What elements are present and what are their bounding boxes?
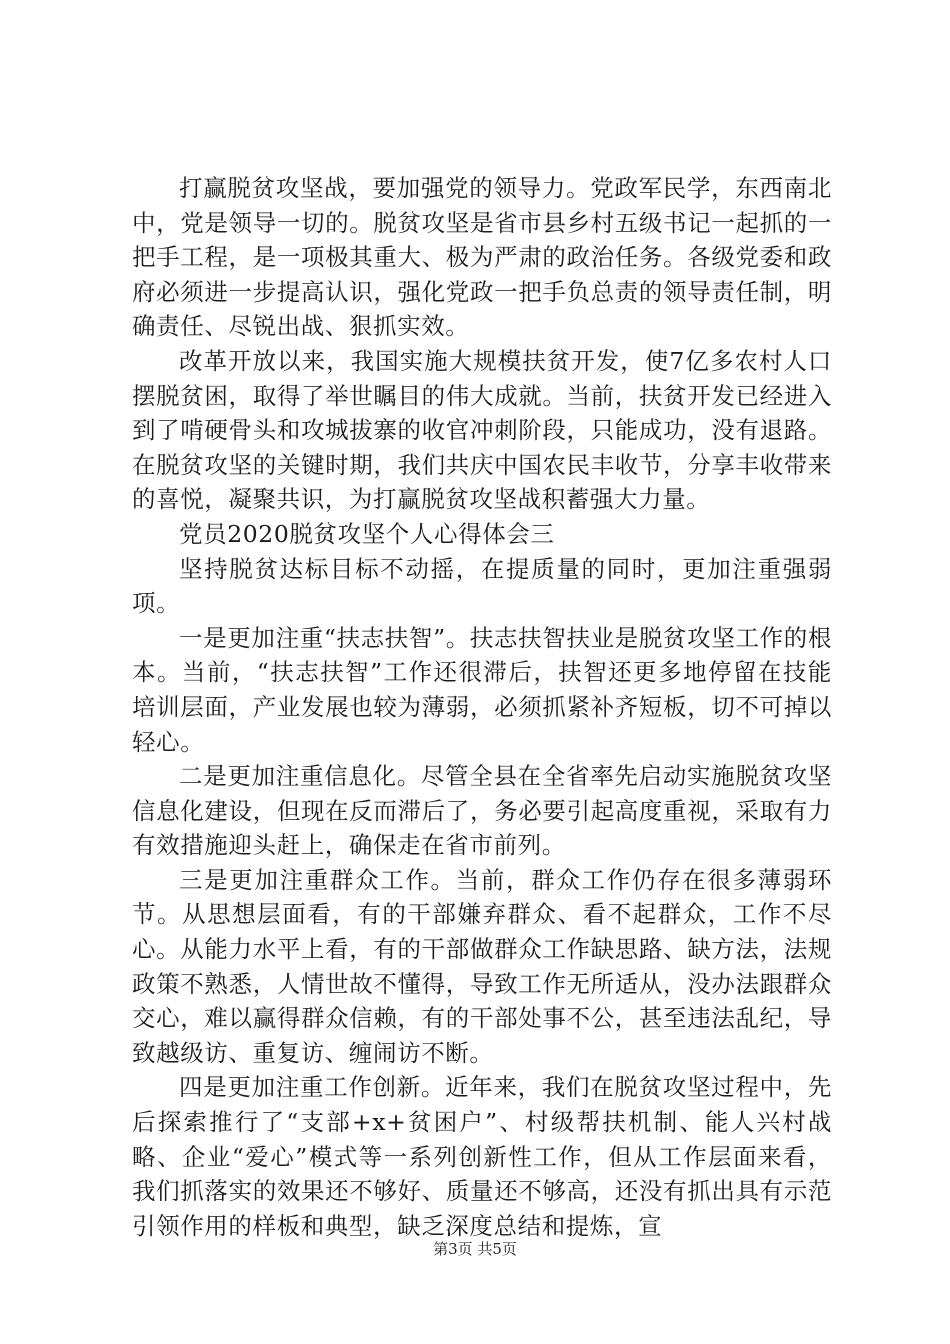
paragraph-point-three: 三是更加注重群众工作。当前，群众工作仍存在很多薄弱环节。从思想层面看，有的干部嫌弃群众、看不起群众，工作不尽心。从能力水平上看，有的干部做群众工作缺思路、缺方法，法规政策不熟悉，人情世故不懂得，导致工作无所适从，没办法跟群众交心，难以赢得群众信赖，有的干部处事不公，甚至违法乱纪，导致越级访、重复访、缠闹访不断。 (132, 865, 832, 1067)
paragraph-intro: 坚持脱贫达标目标不动摇，在提质量的同时，更加注重强弱项。 (132, 554, 832, 618)
paragraph-reform: 改革开放以来，我国实施大规模扶贫开发，使7亿多农村人口摆脱贫困，取得了举世瞩目的伟大成就。当前，扶贫开发已经进入到了啃硬骨头和攻城拔寨的收官冲刺阶段，只能成功，没有退路。在脱贫攻坚的关键时期，我们共庆中国农民丰收节，分享丰收带来的喜悦，凝聚共识，为打赢脱贫攻坚战积蓄强大力量。 (132, 346, 832, 514)
paragraph-point-four: 四是更加注重工作创新。近年来，我们在脱贫攻坚过程中，先后探索推行了“支部+x+贫困户”、村级帮扶机制、能人兴村战略、企业“爱心”模式等一系列创新性工作，但从工作层面来看，我们抓落实的效果还不够好、质量还不够高，还没有抓出具有示范引领作用的样板和典型，缺乏深度总结和提炼，宣 (132, 1073, 832, 1240)
page-number-footer: 第3页 共5页 (433, 1240, 517, 1258)
paragraph-point-two: 二是更加注重信息化。尽管全县在全省率先启动实施脱贫攻坚信息化建设，但现在反而滞后了，务必要引起高度重视，采取有力有效措施迎头赶上，确保走在省市前列。 (132, 762, 832, 860)
section-heading: 党员2020脱贫攻坚个人心得体会三 (179, 519, 555, 548)
document-body (132, 171, 832, 1243)
paragraph-leadership: 打赢脱贫攻坚战，要加强党的领导力。党政军民学，东西南北中，党是领导一切的。脱贫攻坚是省市县乡村五级书记一起抓的一把手工程，是一项极其重大、极为严肃的政治任务。各级党委和政府必须进一步提高认识，强化党政一把手负总责的领导责任制，明确责任、尽锐出战、狠抓实效。 (132, 174, 832, 341)
paragraph-point-one: 一是更加注重“扶志扶智”。扶志扶智扶业是脱贫攻坚工作的根本。当前，“扶志扶智”工作还很滞后，扶智还更多地停留在技能培训层面，产业发展也较为薄弱，必须抓紧补齐短板，切不可掉以轻心。 (132, 623, 832, 756)
